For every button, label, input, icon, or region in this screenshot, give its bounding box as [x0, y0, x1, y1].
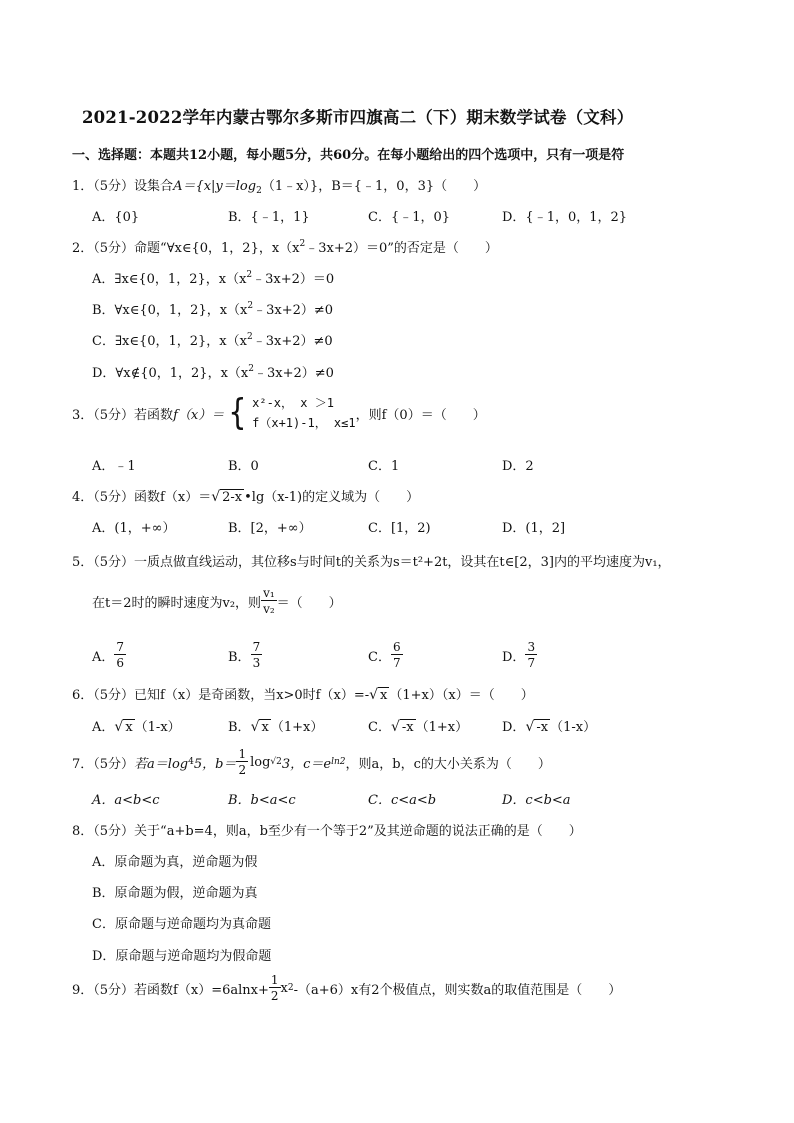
question-text: 设集合: [134, 179, 174, 194]
question-text: 已知f（x）是奇函数，当x>0时f（x）=-: [134, 688, 370, 703]
option-text-end: ﹣3x+2）≠0: [253, 303, 334, 318]
question-text: 在t＝2时的瞬时速度为v₂，则: [92, 595, 262, 611]
option-text: D．∀x∉{0，1，2}，x（x: [92, 366, 249, 381]
page-title: 2021-2022学年内蒙古鄂尔多斯市四旗高二（下）期末数学试卷（文科）: [82, 108, 634, 127]
option-text-end: ﹣3x+2）≠0: [253, 366, 334, 381]
question-number: 8．（5分）: [72, 824, 135, 839]
question-text-mid: 5，b＝: [193, 756, 237, 772]
option-text-end: ﹣3x+2）＝0: [252, 272, 335, 287]
denominator: 3: [252, 656, 261, 670]
fraction: [261, 587, 277, 615]
option-text-end: （1-x）: [134, 720, 181, 735]
q5-option-b: [228, 641, 262, 669]
question-text: 若函数f（x）=6alnx+: [134, 982, 269, 998]
denominator: 2: [270, 989, 279, 1003]
q2-option-b: [92, 299, 333, 318]
option-text: C．∃x∈{0，1，2}，x（x: [92, 334, 247, 349]
question-7: 7．（5分） 若a＝log 4 5，b＝ $\frac{1}{2}$ log √2 3，c＝e ln2 ，则a，b，c的大小关系为（ ）: [72, 747, 551, 777]
q5-option-c: [368, 641, 403, 669]
question-text-end: •lg（x-1)的定义域为（ ）: [244, 490, 420, 505]
q7-option-c: C．c<a<b: [368, 793, 437, 808]
option-label: A．: [92, 649, 115, 665]
q4-option-a: A．(1，+∞）: [92, 521, 176, 536]
question-number: 2．（5分）: [72, 241, 135, 256]
q7-option-b: B．b<a<c: [228, 793, 296, 808]
radicand: x: [125, 720, 133, 735]
piecewise-cases: [252, 393, 355, 433]
question-text-end: ﹣3x+2）＝0”的否定是（ ）: [305, 241, 498, 256]
question-text: 命题“∀x∈{0，1，2}，x（x: [134, 241, 300, 256]
left-brace-icon: {: [228, 392, 247, 433]
option-text-end: （1+x）: [415, 720, 469, 735]
question-5: [72, 551, 671, 570]
q4-option-c: C．[1，2): [368, 521, 431, 536]
option-text: A．∃x∈{0，1，2}，x（x: [92, 272, 247, 287]
radicand: x: [261, 720, 269, 735]
q3-option-b: B．0: [228, 459, 259, 474]
exponent: 2: [246, 332, 253, 342]
variable: x: [280, 980, 288, 996]
question-1: [72, 175, 486, 194]
q3-option-a: A．﹣1: [92, 459, 136, 474]
question-text-mid: 3，c＝e: [281, 756, 332, 772]
q6-option-a: [92, 716, 181, 735]
denominator: 7: [392, 656, 401, 670]
question-text: 若函数: [134, 407, 174, 423]
question-text-end: ＝（ ）: [276, 595, 342, 611]
q5-option-d: [502, 641, 537, 669]
radicand: x: [380, 688, 388, 703]
question-text: 关于“a+b=4，则a，b至少有一个等于2”及其逆命题的说法正确的是（ ）: [134, 824, 582, 839]
numerator: 3: [527, 640, 536, 654]
numerator: 7: [252, 640, 261, 654]
question-number: 5．（5分）: [72, 555, 135, 570]
set-a: A＝{x|y＝log: [173, 179, 257, 194]
question-number: 3．（5分）: [72, 407, 135, 423]
sqrt-icon: √: [114, 719, 124, 735]
radicand: 2-x: [222, 490, 243, 505]
numerator: 7: [116, 640, 125, 654]
sqrt-icon: √: [250, 719, 260, 735]
question-number: 9．（5分）: [72, 982, 135, 998]
numerator: 6: [392, 640, 401, 654]
option-text-end: （1-x）: [550, 720, 597, 735]
fraction: [114, 641, 126, 669]
q4-option-d: D．(1，2]: [502, 521, 566, 536]
question-4: [72, 486, 419, 505]
numerator: v₁: [263, 586, 275, 600]
question-9: 9．（5分） 若函数f（x）=6alnx+ $\frac{1}{2}$ x 2 -（a+6）x有2个极值点，则实数a的取值范围是（ ）: [72, 973, 622, 1003]
question-6: [72, 684, 534, 703]
fraction: [236, 748, 248, 776]
log-text: log: [250, 754, 271, 770]
question-number: 4．（5分）: [72, 490, 135, 505]
question-number: 7．（5分）: [72, 756, 135, 772]
case-1: x²-x， x ＞1: [252, 396, 334, 410]
q1-option-b: B．{﹣1，1}: [228, 210, 310, 225]
radicand: -x: [536, 720, 549, 735]
q2-option-c: [92, 330, 333, 349]
exponent: 2: [246, 270, 253, 280]
sqrt-icon: √: [525, 719, 535, 735]
q7-option-d: D．c<b<a: [502, 793, 571, 808]
q2-option-a: [92, 268, 334, 287]
fraction: [251, 641, 263, 669]
fraction: [269, 974, 281, 1002]
exponent: 2: [247, 301, 254, 311]
question-number: 1．（5分）: [72, 179, 135, 194]
sqrt-icon: √: [369, 687, 379, 703]
fraction: [391, 641, 403, 669]
question-text: 一质点做直线运动，其位移s与时间t的关系为s＝t²+2t，设其在t∈[2，3]内的平均速度为v₁，: [134, 555, 671, 570]
option-label: B．: [228, 720, 251, 735]
question-8: [72, 820, 582, 839]
log-base: 2: [256, 186, 262, 196]
q2-option-d: [92, 362, 334, 381]
sqrt-icon: √: [390, 719, 400, 735]
fraction: [525, 641, 537, 669]
q7-option-a: A．a<b<c: [92, 793, 160, 808]
q1-option-a: A．{0}: [92, 210, 140, 225]
denominator: 6: [116, 656, 125, 670]
question-text: 若a＝log: [134, 756, 189, 772]
q8-option-b: B．原命题为假，逆命题为真: [92, 886, 258, 901]
question-text-end: （1+x）（x）＝（ ）: [389, 688, 534, 703]
option-label: D．: [502, 720, 526, 735]
question-number: 6．（5分）: [72, 688, 135, 703]
option-label: B．: [228, 649, 251, 665]
q1-option-c: C．{﹣1，0}: [368, 210, 451, 225]
q8-option-a: A．原命题为真，逆命题为假: [92, 855, 258, 870]
numerator: 1: [238, 747, 247, 761]
q5-option-a: [92, 641, 126, 669]
denominator: v₂: [263, 602, 275, 616]
q4-option-b: B．[2，+∞）: [228, 521, 312, 536]
section-heading: 一、选择题：本题共12小题，每小题5分，共60分。在每小题给出的四个选项中，只有一项是符: [72, 148, 625, 163]
option-label: A．: [92, 720, 115, 735]
case-2: f（x+1)-1， x≤1: [252, 416, 356, 430]
q1-option-d: D．{﹣1，0，1，2}: [502, 210, 628, 225]
denominator: 7: [527, 656, 536, 670]
q6-option-b: [228, 716, 323, 735]
question-3: [72, 393, 486, 433]
exponent: 2: [248, 364, 254, 374]
sqrt-icon: √: [211, 489, 221, 505]
q3-option-c: C．1: [368, 459, 400, 474]
option-label: D．: [502, 649, 526, 665]
option-text: B．∀x∈{0，1，2}，x（x: [92, 303, 248, 318]
option-text-end: （1+x）: [270, 720, 324, 735]
radicand: -x: [401, 720, 414, 735]
option-text-end: ﹣3x+2）≠0: [252, 334, 333, 349]
q8-option-c: C．原命题与逆命题均为真命题: [92, 917, 271, 932]
option-label: C．: [368, 720, 391, 735]
set-a-end: （1﹣x）}，: [261, 179, 332, 194]
q6-option-d: [502, 716, 596, 735]
denominator: 2: [238, 763, 247, 777]
q8-option-d: D．原命题与逆命题均为假命题: [92, 949, 272, 964]
numerator: 1: [270, 973, 279, 987]
question-5-line-2: [92, 587, 342, 615]
question-text-end: ，则a，b，c的大小关系为（ ）: [345, 756, 551, 772]
q6-option-c: [368, 716, 468, 735]
set-b: B＝{﹣1，0，3}（ ）: [331, 179, 487, 194]
question-text: 函数f（x）＝: [134, 490, 212, 505]
question-text-end: ，则f（0）＝（ ）: [355, 407, 486, 423]
exponent: 2: [299, 239, 306, 249]
question-2: [72, 237, 498, 256]
question-text-end: -（a+6）x有2个极值点，则实数a的取值范围是（ ）: [293, 982, 622, 998]
function-name: f（x）＝: [173, 407, 225, 423]
q3-option-d: D．2: [502, 459, 534, 474]
option-label: C．: [368, 649, 391, 665]
